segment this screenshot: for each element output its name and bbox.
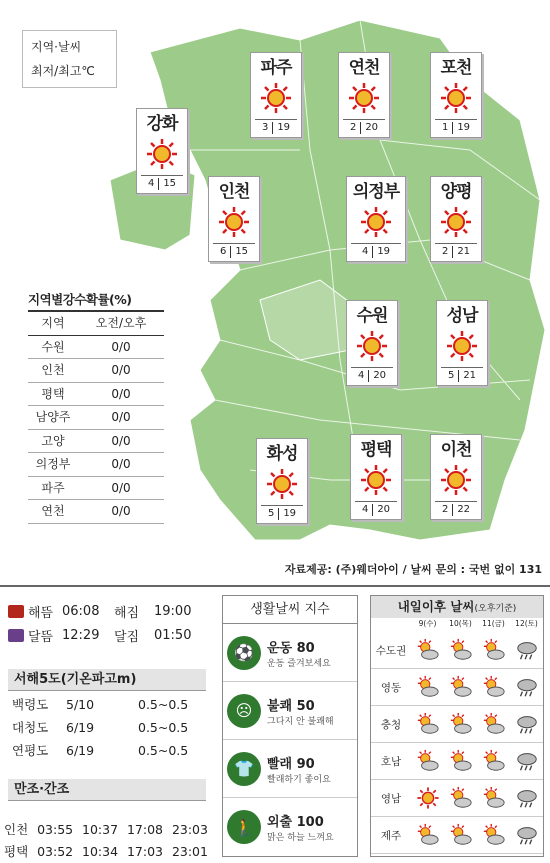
region-cell: 파주 xyxy=(41,480,65,495)
island-wave: 0.5~0.5 xyxy=(138,743,189,758)
map-legend xyxy=(22,30,117,88)
port-name: 평택 xyxy=(4,844,29,859)
island-temp: 5/10 xyxy=(66,697,95,712)
island-temp: 6/19 xyxy=(66,743,95,758)
high-temp: 19 xyxy=(283,508,297,519)
tide-time: 17:08 xyxy=(126,822,164,837)
partly-cloudy-icon xyxy=(411,711,444,737)
moonrise-time: 12:29 xyxy=(62,627,100,643)
sun-icon xyxy=(445,329,479,363)
low-temp: 4 xyxy=(361,246,369,257)
city-name: 수원 xyxy=(356,306,388,326)
high-temp: 20 xyxy=(373,370,387,381)
index-desc: 맑은 하늘 느껴요 xyxy=(267,833,334,843)
partly-cloudy-icon xyxy=(444,711,477,737)
high-temp: 21 xyxy=(457,246,471,257)
index-name: 빨래 90 xyxy=(267,756,315,772)
low-temp: 4 xyxy=(357,370,365,381)
high-temp: 20 xyxy=(365,122,379,133)
table-row xyxy=(28,359,164,383)
city-card xyxy=(208,176,260,262)
partly-cloudy-icon xyxy=(444,748,477,774)
table-row xyxy=(28,430,164,454)
index-desc: 빨래하기 좋이요 xyxy=(267,774,331,785)
region-cell: 인천 xyxy=(41,363,65,377)
high-temp: 15 xyxy=(235,246,249,257)
high-temp: 15 xyxy=(163,178,177,189)
value-cell: 0/0 xyxy=(111,339,131,354)
island-temp: 6/19 xyxy=(66,720,95,735)
table-row xyxy=(28,500,164,524)
sun-icon xyxy=(355,329,389,363)
forecast-region: 수도권 xyxy=(375,644,407,657)
face-icon: ☹ xyxy=(227,694,261,728)
table-row xyxy=(28,336,164,360)
forecast-panel xyxy=(370,595,544,857)
city-name: 파주 xyxy=(260,58,292,78)
life-index-item xyxy=(223,740,357,798)
low-temp: 4 xyxy=(361,504,369,515)
tide-section-title: 만조·간조 xyxy=(8,779,206,801)
moonrise-label: 달뜸 xyxy=(28,629,54,645)
city-name: 포천 xyxy=(440,58,472,78)
high-temp: 19 xyxy=(377,246,391,257)
rain-cloud-icon xyxy=(510,748,543,774)
island-name: 연평도 xyxy=(12,743,49,758)
region-cell: 고양 xyxy=(41,433,65,448)
partly-cloudy-icon xyxy=(477,637,510,663)
table-header xyxy=(28,312,164,336)
island-name: 백령도 xyxy=(12,697,49,712)
tide-time: 03:52 xyxy=(37,844,74,859)
high-temp: 21 xyxy=(463,370,477,381)
sun-icon xyxy=(259,81,293,115)
city-name: 강화 xyxy=(146,114,178,134)
value-cell: 0/0 xyxy=(111,410,131,424)
city-card xyxy=(346,300,398,386)
region-cell: 연천 xyxy=(41,504,65,518)
city-name: 성남 xyxy=(446,306,478,326)
city-card xyxy=(430,176,482,262)
index-desc: 그다지 안 불쾌해 xyxy=(267,716,334,727)
high-temp: 20 xyxy=(377,504,391,515)
sunset-label: 해짐 xyxy=(114,605,140,621)
day-label: 9(수) xyxy=(418,619,437,628)
city-name: 평택 xyxy=(360,440,392,460)
table-row xyxy=(28,477,164,501)
forecast-region: 제주 xyxy=(380,829,402,842)
city-name: 인천 xyxy=(218,182,250,202)
forecast-region: 영남 xyxy=(380,792,402,805)
low-temp: 5 xyxy=(267,508,275,519)
bottom-panel xyxy=(0,585,550,863)
sun-icon xyxy=(347,81,381,115)
sunset-time: 19:00 xyxy=(154,603,192,619)
partly-cloudy-icon xyxy=(477,748,510,774)
tide-time: 17:03 xyxy=(126,844,164,859)
rain-table-title: 지역별강수확률(%) xyxy=(28,290,164,312)
forecast-region: 호남 xyxy=(380,755,402,768)
sun-icon xyxy=(439,205,473,239)
city-card xyxy=(250,52,302,138)
partly-cloudy-icon xyxy=(477,822,510,848)
rain-cloud-icon xyxy=(510,711,543,737)
sun-icon xyxy=(359,463,393,497)
city-card xyxy=(338,52,390,138)
life-index-item xyxy=(223,682,357,740)
forecast-region: 충청 xyxy=(380,718,402,731)
life-index-panel xyxy=(222,595,358,857)
city-card xyxy=(350,434,402,520)
partly-cloudy-icon xyxy=(477,674,510,700)
partly-cloudy-icon xyxy=(444,637,477,663)
sun-icon xyxy=(411,785,444,811)
forecast-row xyxy=(371,706,543,743)
city-card xyxy=(256,438,308,524)
run-icon: ⚽ xyxy=(227,636,261,670)
city-card xyxy=(436,300,488,386)
partly-cloudy-icon xyxy=(411,637,444,663)
table-row xyxy=(8,693,208,716)
port-name: 인천 xyxy=(4,822,29,837)
island-wave: 0.5~0.5 xyxy=(138,697,189,712)
tide-time: 03:55 xyxy=(37,822,74,837)
index-desc: 운동 즐겨보세요 xyxy=(267,658,331,669)
index-name: 운동 80 xyxy=(267,640,315,656)
forecast-rows xyxy=(371,632,543,854)
shirt-icon: 👕 xyxy=(227,752,261,786)
partly-cloudy-icon xyxy=(411,748,444,774)
partly-cloudy-icon xyxy=(477,785,510,811)
col-region: 지역 xyxy=(41,316,65,330)
tide-table xyxy=(4,819,210,863)
low-temp: 2 xyxy=(349,122,357,133)
island-name: 대청도 xyxy=(12,720,49,735)
day-label: 11(금) xyxy=(482,619,505,628)
moonset-label: 달짐 xyxy=(114,629,140,645)
partly-cloudy-icon xyxy=(444,674,477,700)
city-name: 의정부 xyxy=(352,182,400,202)
low-temp: 6 xyxy=(219,246,227,257)
city-card xyxy=(430,52,482,138)
forecast-title-text: 내일이후 날씨 xyxy=(397,599,475,614)
sea-section-title: 서해5도(기온파고m) xyxy=(8,669,206,691)
low-temp: 4 xyxy=(147,178,155,189)
forecast-title xyxy=(371,596,543,618)
rain-cloud-icon xyxy=(510,674,543,700)
sun-moon-times xyxy=(8,599,208,647)
tide-time: 23:01 xyxy=(171,844,208,859)
sun-icon xyxy=(217,205,251,239)
low-temp: 2 xyxy=(441,246,449,257)
region-cell: 수원 xyxy=(41,339,65,354)
value-cell: 0/0 xyxy=(111,386,131,401)
low-temp: 2 xyxy=(441,504,449,515)
city-card xyxy=(346,176,406,262)
life-index-title: 생활날씨 지수 xyxy=(223,596,357,624)
forecast-days xyxy=(371,618,543,632)
city-name: 이천 xyxy=(440,440,472,460)
sea-table xyxy=(8,693,208,762)
city-name: 화성 xyxy=(266,444,298,464)
forecast-row xyxy=(371,669,543,706)
value-cell: 0/0 xyxy=(111,504,131,518)
table-row xyxy=(28,453,164,477)
table-row xyxy=(28,406,164,430)
legend-line2: 최저/최고℃ xyxy=(31,64,95,78)
index-name: 외출 100 xyxy=(267,815,324,830)
forecast-row xyxy=(371,632,543,669)
city-name: 양평 xyxy=(440,182,472,202)
partly-cloudy-icon xyxy=(444,785,477,811)
life-index-item xyxy=(223,798,357,856)
sunrise-icon xyxy=(8,605,24,618)
low-temp: 3 xyxy=(261,122,269,133)
day-label: 10(목) xyxy=(449,619,472,628)
data-source-note: 자료제공: (주)웨더아이 / 날씨 문의 : 국번 없이 131 xyxy=(284,563,542,576)
rain-cloud-icon xyxy=(510,785,543,811)
table-row xyxy=(8,716,208,739)
tide-time: 23:03 xyxy=(171,822,208,837)
forecast-row xyxy=(371,743,543,780)
table-row xyxy=(28,383,164,407)
table-row xyxy=(4,841,210,863)
sun-icon xyxy=(359,205,393,239)
life-index-item xyxy=(223,624,357,682)
tide-time: 10:34 xyxy=(82,844,119,859)
partly-cloudy-icon xyxy=(444,822,477,848)
forecast-subtitle: (오후기준) xyxy=(474,604,517,614)
tide-time: 10:37 xyxy=(82,822,119,837)
value-cell: 0/0 xyxy=(111,363,131,377)
sunrise-label: 해뜸 xyxy=(28,605,54,621)
rain-cloud-icon xyxy=(510,637,543,663)
high-temp: 19 xyxy=(277,122,291,133)
col-value: 오전/오후 xyxy=(95,316,147,330)
sunrise-time: 06:08 xyxy=(62,603,100,619)
city-card xyxy=(430,434,482,520)
partly-cloudy-icon xyxy=(411,822,444,848)
sun-icon xyxy=(265,467,299,501)
table-row xyxy=(4,819,210,841)
value-cell: 0/0 xyxy=(111,457,131,471)
value-cell: 0/0 xyxy=(111,480,131,495)
forecast-row xyxy=(371,780,543,817)
sun-icon xyxy=(439,463,473,497)
moonrise-icon xyxy=(8,629,24,642)
low-temp: 5 xyxy=(447,370,455,381)
forecast-row xyxy=(371,817,543,854)
table-row xyxy=(8,739,208,762)
city-name: 연천 xyxy=(348,58,380,78)
partly-cloudy-icon xyxy=(411,674,444,700)
partly-cloudy-icon xyxy=(477,711,510,737)
moonset-time: 01:50 xyxy=(154,627,192,643)
low-temp: 1 xyxy=(441,122,449,133)
day-label: 12(토) xyxy=(515,619,538,628)
value-cell: 0/0 xyxy=(111,433,131,448)
high-temp: 19 xyxy=(457,122,471,133)
city-card xyxy=(136,108,188,194)
region-cell: 의정부 xyxy=(35,457,71,471)
rain-probability-table xyxy=(28,290,164,524)
island-wave: 0.5~0.5 xyxy=(138,720,189,735)
forecast-region: 영동 xyxy=(380,681,402,694)
rain-cloud-icon xyxy=(510,822,543,848)
walk-icon: 🚶 xyxy=(227,810,261,844)
sun-icon xyxy=(439,81,473,115)
legend-line1: 지역·날씨 xyxy=(31,40,82,54)
index-name: 불쾌 50 xyxy=(267,698,315,714)
region-cell: 남양주 xyxy=(35,410,71,424)
high-temp: 22 xyxy=(457,504,471,515)
region-cell: 평택 xyxy=(41,386,65,401)
sun-icon xyxy=(145,137,179,171)
